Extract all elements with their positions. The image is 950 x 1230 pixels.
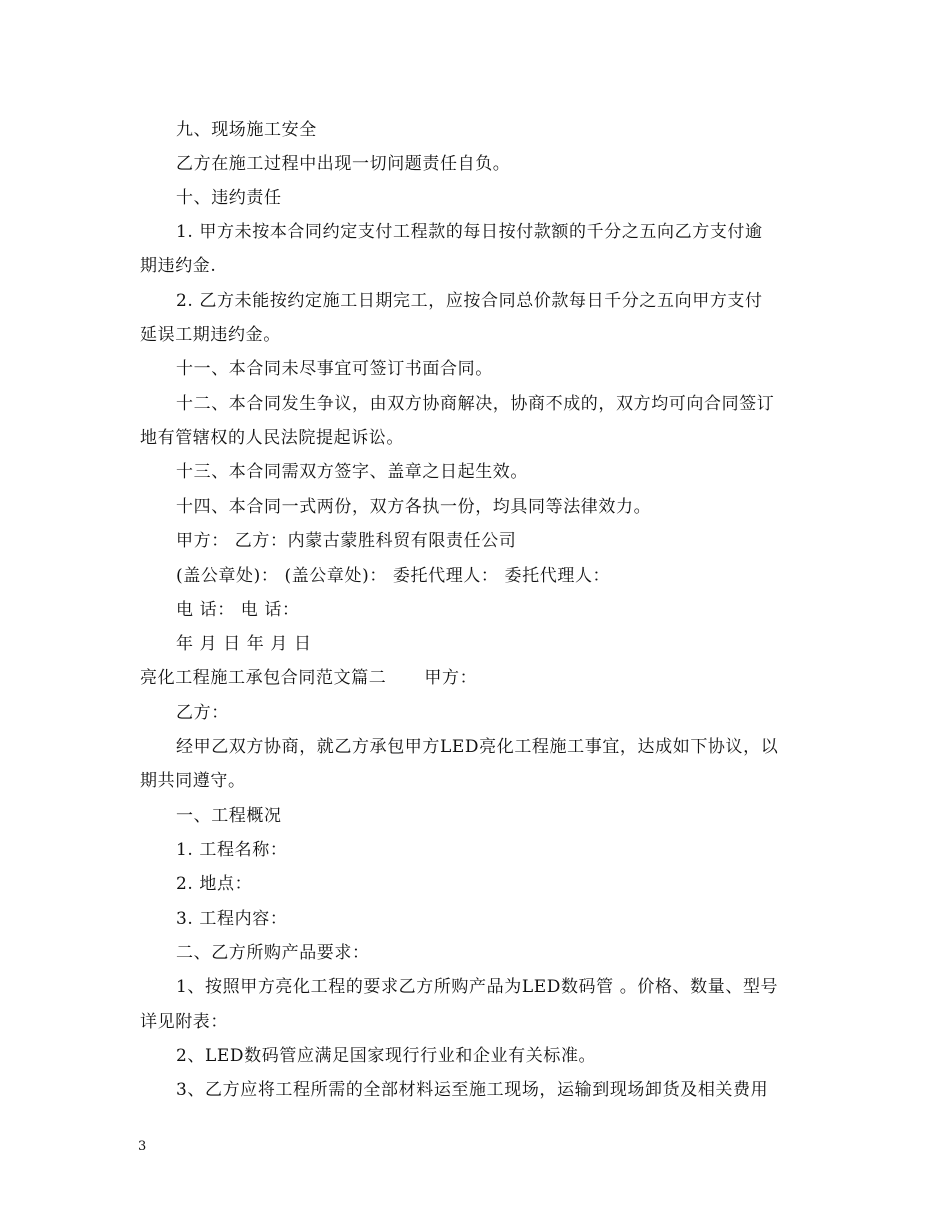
party-a-label: 甲方： (424, 668, 478, 688)
section-heading-11: 十一、本合同未尽事宜可签订书面合同。 (176, 359, 493, 379)
seal-line: (盖公章处)： (盖公章处)： 委托代理人： 委托代理人： (176, 566, 611, 586)
section-heading-1: 一、工程概况 (176, 806, 282, 826)
paragraph-line: 1. 甲方未按本合同约定支付工程款的每日按付款额的千分之五向乙方支付逾 (176, 222, 763, 242)
paragraph-line: 2. 地点： (176, 874, 253, 894)
paragraph-line: 乙方在施工过程中出现一切问题责任自负。 (176, 154, 511, 174)
section-heading-12: 十二、本合同发生争议，由双方协商解决，协商不成的，双方均可向合同签订 (176, 394, 775, 414)
party-b-label: 乙方： (176, 703, 229, 723)
page-number: 3 (138, 1139, 147, 1154)
paragraph-line: 1、按照甲方亮化工程的要求乙方所购产品为LED数码管 。价格、数量、型号 (176, 977, 779, 997)
section-heading-14: 十四、本合同一式两份，双方各执一份，均具同等法律效力。 (176, 497, 652, 517)
contract-title: 亮化工程施工承包合同范文篇二 (140, 668, 387, 688)
paragraph-line: 1. 工程名称： (176, 840, 288, 860)
section-heading-9: 九、现场施工安全 (176, 120, 317, 140)
section-heading-10: 十、违约责任 (176, 188, 282, 208)
paragraph-line: 2. 乙方未能按约定施工日期完工，应按合同总价款每日千分之五向甲方支付 (176, 291, 763, 311)
paragraph-line: 期共同遵守。 (140, 771, 246, 791)
party-line: 甲方： 乙方：内蒙古蒙胜科贸有限责任公司 (176, 531, 517, 551)
section-heading-13: 十三、本合同需双方签字、盖章之日起生效。 (176, 462, 528, 482)
contract-heading (0, 667, 950, 689)
section-heading-2: 二、乙方所购产品要求： (176, 943, 370, 963)
paragraph-line: 经甲乙双方协商，就乙方承包甲方LED亮化工程施工事宜，达成如下协议，以 (176, 737, 779, 757)
paragraph-line: 详见附表： (140, 1012, 228, 1032)
paragraph-line: 2、LED数码管应满足国家现行行业和企业有关标准。 (176, 1046, 597, 1066)
paragraph-line: 3. 工程内容： (176, 909, 288, 929)
paragraph-line: 3、乙方应将工程所需的全部材料运至施工现场，运输到现场卸货及相关费用 (176, 1080, 769, 1100)
date-line: 年 月 日 年 月 日 (176, 634, 312, 654)
paragraph-line: 地有管辖权的人民法院提起诉讼。 (140, 428, 404, 448)
paragraph-line: 期违约金. (140, 256, 217, 276)
paragraph-line: 延误工期违约金。 (140, 325, 281, 345)
phone-line: 电 话： 电 话： (176, 600, 300, 620)
